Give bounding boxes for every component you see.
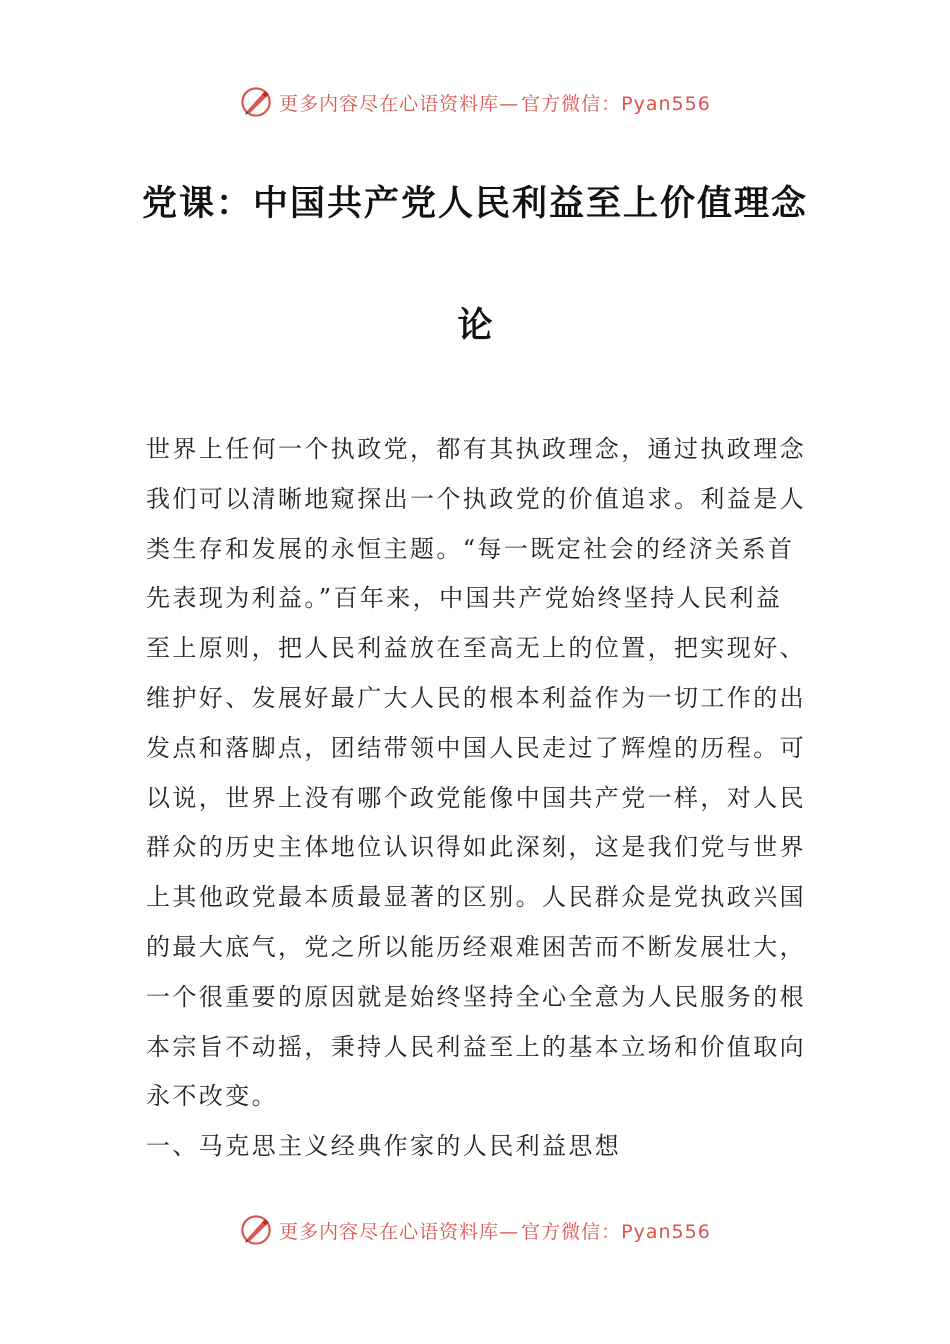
body-paragraph [146,425,806,1122]
watermark-header [0,82,950,122]
paragraph-line: 维护好、发展好最广大人民的根本利益作为一切工作的出 [146,683,806,712]
watermark-footer [0,1210,950,1250]
document-title-continued: 论 [457,306,493,346]
paragraph-line: 至上原则，把人民利益放在至高无上的位置，把实现好、 [146,634,806,663]
paragraph-line: 本宗旨不动摇，秉持人民利益至上的基本立场和价值取向 [146,1032,806,1061]
paragraph-line: 世界上任何一个执政党，都有其执政理念，通过执政理念 [146,435,806,463]
paragraph-line: 一个很重要的原因就是始终坚持全心全意为人民服务的根 [146,982,806,1011]
paragraph-line: 以说，世界上没有哪个政党能像中国共产党一样，对人民 [146,783,806,812]
paragraph-line: 的最大底气，党之所以能历经艰难困苦而不断发展壮大， [146,932,806,961]
document-title: 党课：中国共产党人民利益至上价值理念 [141,184,808,224]
paragraph-line: 群众的历史主体地位认识得如此深刻，这是我们党与世界 [146,833,806,862]
section-heading: 一、马克思主义经典作家的人民利益思想 [146,1132,622,1160]
paragraph-line: 先表现为利益。”百年来，中国共产党始终坚持人民利益 [146,584,783,613]
paragraph-line: 发点和落脚点，团结带领中国人民走过了辉煌的历程。可 [146,733,806,762]
watermark-text: 更多内容尽在心语资料库— [279,1220,520,1243]
paragraph-line: 我们可以清晰地窥探出一个执政党的价值追求。利益是人 [146,484,806,513]
pen-logo-icon [239,1213,273,1247]
pen-logo-icon [239,85,273,119]
watermark-text: 更多内容尽在心语资料库— [279,92,520,115]
paragraph-line: 上其他政党最本质最显著的区别。人民群众是党执政兴国 [146,883,806,912]
watermark-wechat: 官方微信：Pyan556 [521,92,711,115]
watermark-wechat: 官方微信：Pyan556 [521,1220,711,1243]
paragraph-line: 类生存和发展的永恒主题。“每一既定社会的经济关系首 [146,534,795,563]
paragraph-line: 永不改变。 [146,1082,278,1111]
